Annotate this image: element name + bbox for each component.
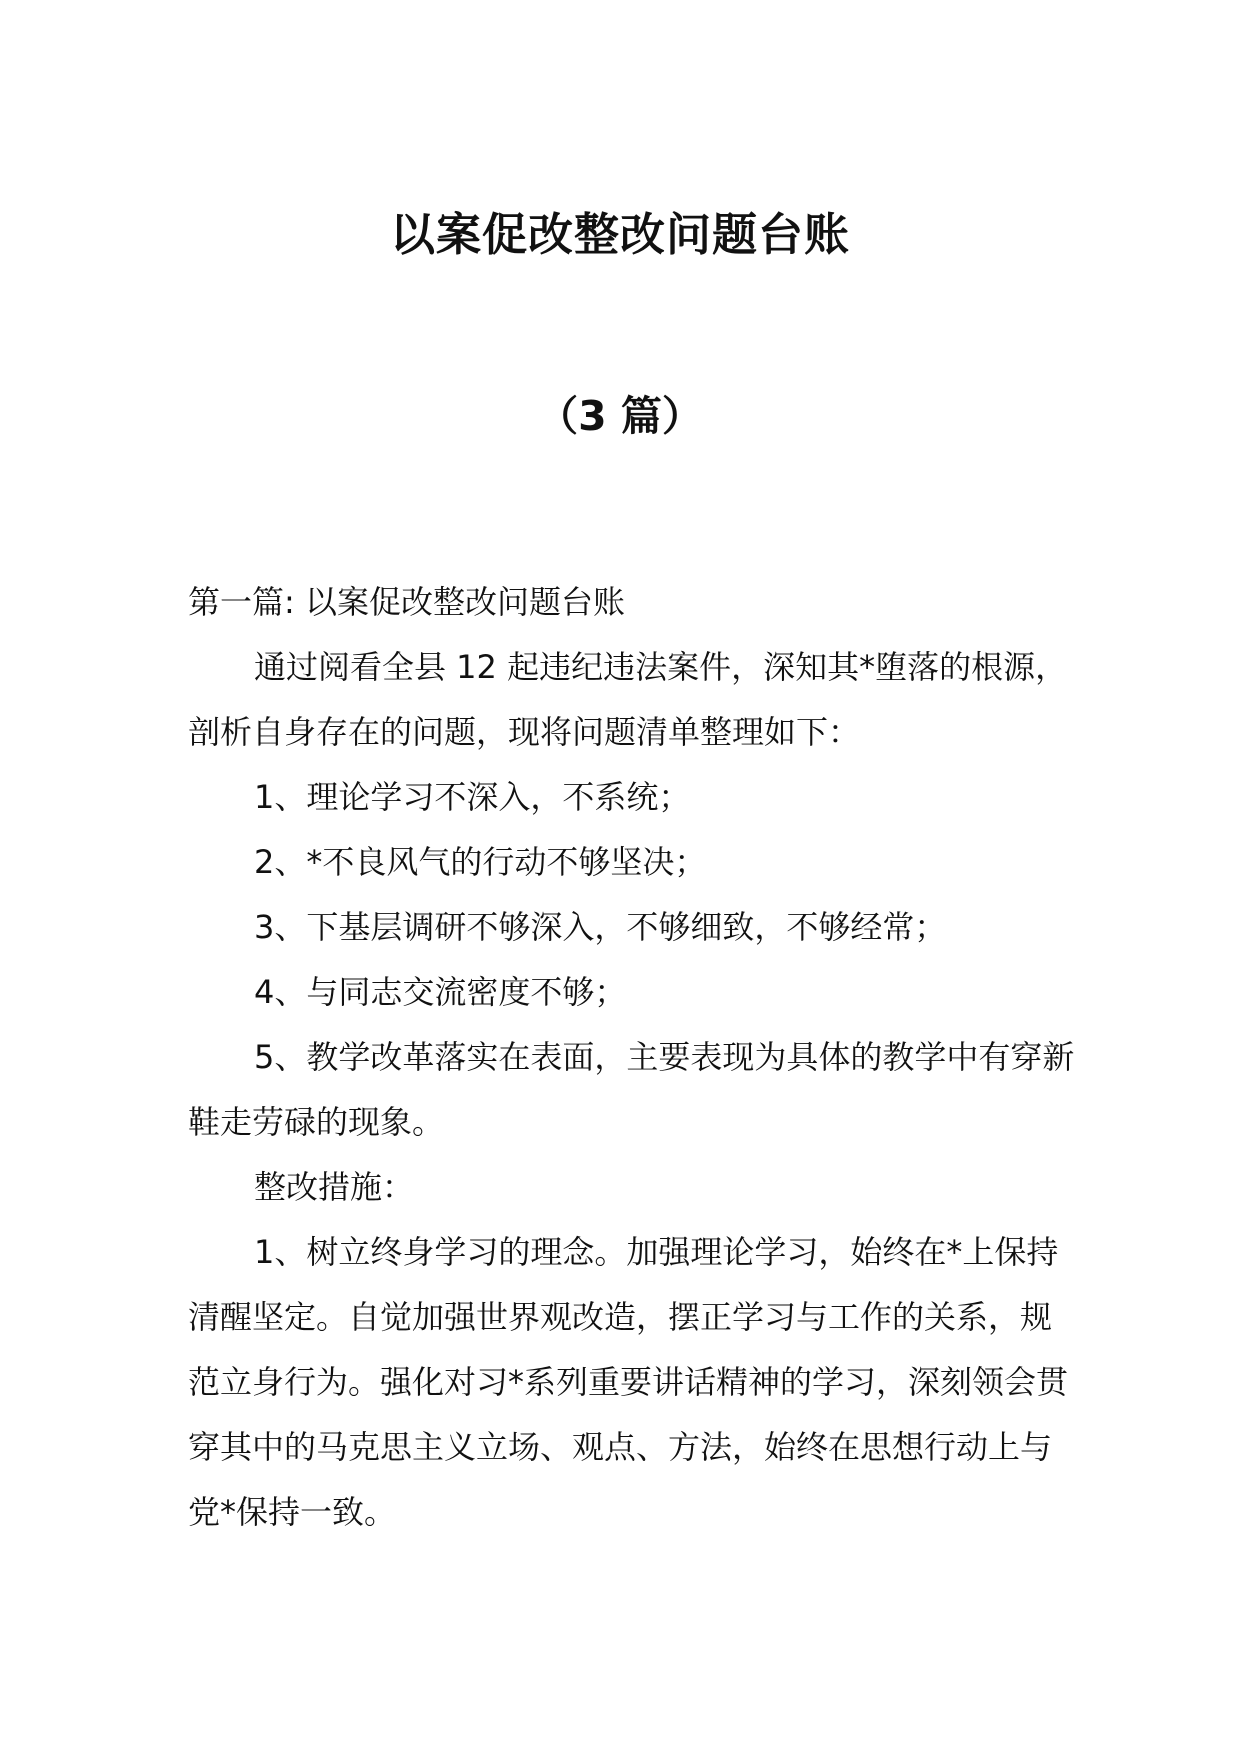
measures-heading: 整改措施： xyxy=(254,1168,415,1206)
section-heading: 第一篇: 以案促改整改问题台账 xyxy=(188,583,625,621)
intro-paragraph: 通过阅看全县 12 起违纪违法案件，深知其*堕落的根源，剖析自身存在的问题，现将问题清单整理如下： xyxy=(188,648,1068,751)
problem-item: 4、与同志交流密度不够； xyxy=(254,973,627,1011)
problem-item: 1、理论学习不深入，不系统； xyxy=(254,778,691,816)
document-subtitle: （3 篇） xyxy=(537,392,703,440)
document-body xyxy=(188,570,1078,1545)
problem-item: 2、*不良风气的行动不够坚决； xyxy=(254,843,707,881)
problem-item: 3、下基层调研不够深入，不够细致，不够经常； xyxy=(254,908,947,946)
measure-item: 1、树立终身学习的理念。加强理论学习，始终在*上保持清醒坚定。自觉加强世界观改造，摆正学习与工作的关系，规范立身行为。强化对习*系列重要讲话精神的学习，深刻领会贯穿其中的马克思主义立场、观点、方法，始终在思想行动上与党*保持一致。 xyxy=(188,1233,1069,1531)
problem-item: 5、教学改革落实在表面，主要表现为具体的教学中有穿新鞋走劳碌的现象。 xyxy=(188,1038,1075,1141)
document-title: 以案促改整改问题台账 xyxy=(389,208,850,261)
